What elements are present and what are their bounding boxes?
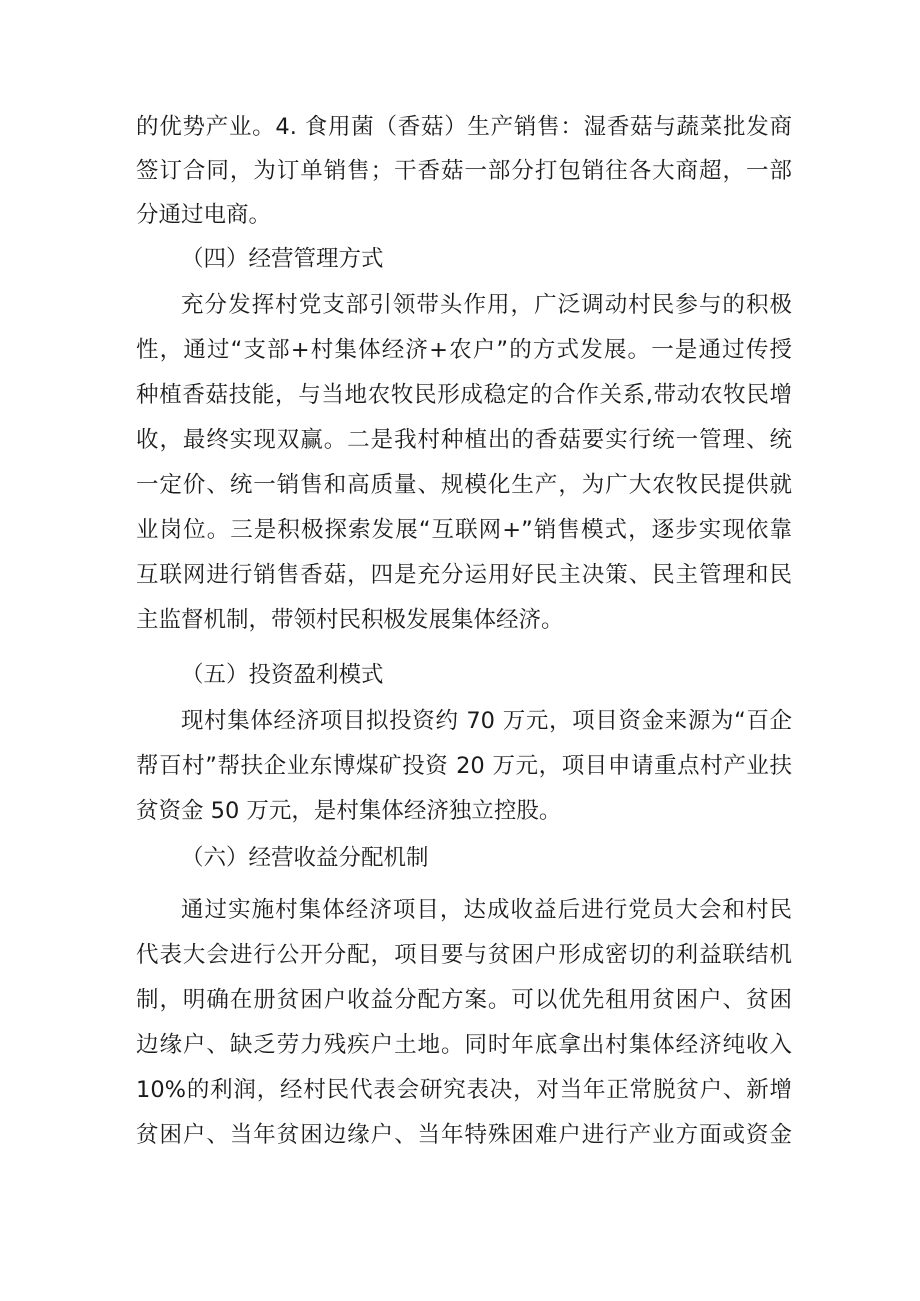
- body-text-line: 制，明确在册贫困户收益分配方案。可以优先租用贫困户、贫困: [136, 987, 792, 1013]
- body-text-line: 边缘户、缺乏劳力残疾户土地。同时年底拿出村集体经济纯收入: [136, 1032, 792, 1058]
- body-text-line: 分通过电商。: [136, 202, 272, 228]
- body-text-line: 贫资金 50 万元，是村集体经济独立控股。: [136, 798, 562, 824]
- body-text-line: 10%的利润，经村民代表会研究表决，对当年正常脱贫户、新增: [136, 1077, 792, 1103]
- body-text-line: 签订合同，为订单销售；干香菇一部分打包销往各大商超，一部: [136, 158, 792, 184]
- body-text-line: 充分发挥村党支部引领带头作用，广泛调动村民参与的积极: [181, 292, 792, 318]
- body-text-line: 互联网进行销售香菇，四是充分运用好民主决策、民主管理和民: [136, 562, 792, 588]
- body-text-line: 一定价、统一销售和高质量、规模化生产，为广大农牧民提供就: [136, 472, 792, 498]
- body-text-line: 现村集体经济项目拟投资约 70 万元，项目资金来源为“百企: [181, 708, 792, 734]
- body-text-line: 收，最终实现双赢。二是我村种植出的香菇要实行统一管理、统: [136, 427, 792, 453]
- body-text-line: 贫困户、当年贫困边缘户、当年特殊困难户进行产业方面或资金: [136, 1122, 792, 1148]
- body-text-line: 业岗位。三是积极探索发展“互联网+”销售模式，逐步实现依靠: [136, 517, 792, 543]
- body-text-line: 主监督机制，带领村民积极发展集体经济。: [136, 607, 564, 633]
- body-text-line: 性，通过“支部+村集体经济+农户”的方式发展。一是通过传授: [136, 337, 792, 363]
- body-text-line: 的优势产业。4. 食用菌（香菇）生产销售：湿香菇与蔬菜批发商: [136, 114, 792, 140]
- body-text-line: 通过实施村集体经济项目，达成收益后进行党员大会和村民: [181, 897, 792, 923]
- body-text-line: 代表大会进行公开分配，项目要与贫困户形成密切的利益联结机: [136, 942, 792, 968]
- section-heading: （四）经营管理方式: [181, 246, 384, 272]
- body-text-line: 帮百村”帮扶企业东博煤矿投资 20 万元，项目申请重点村产业扶: [136, 753, 792, 779]
- section-heading: （五）投资盈利模式: [181, 662, 384, 688]
- body-text-line: 种植香菇技能，与当地农牧民形成稳定的合作关系,带动农牧民增: [136, 382, 792, 408]
- section-heading: （六）经营收益分配机制: [181, 845, 429, 871]
